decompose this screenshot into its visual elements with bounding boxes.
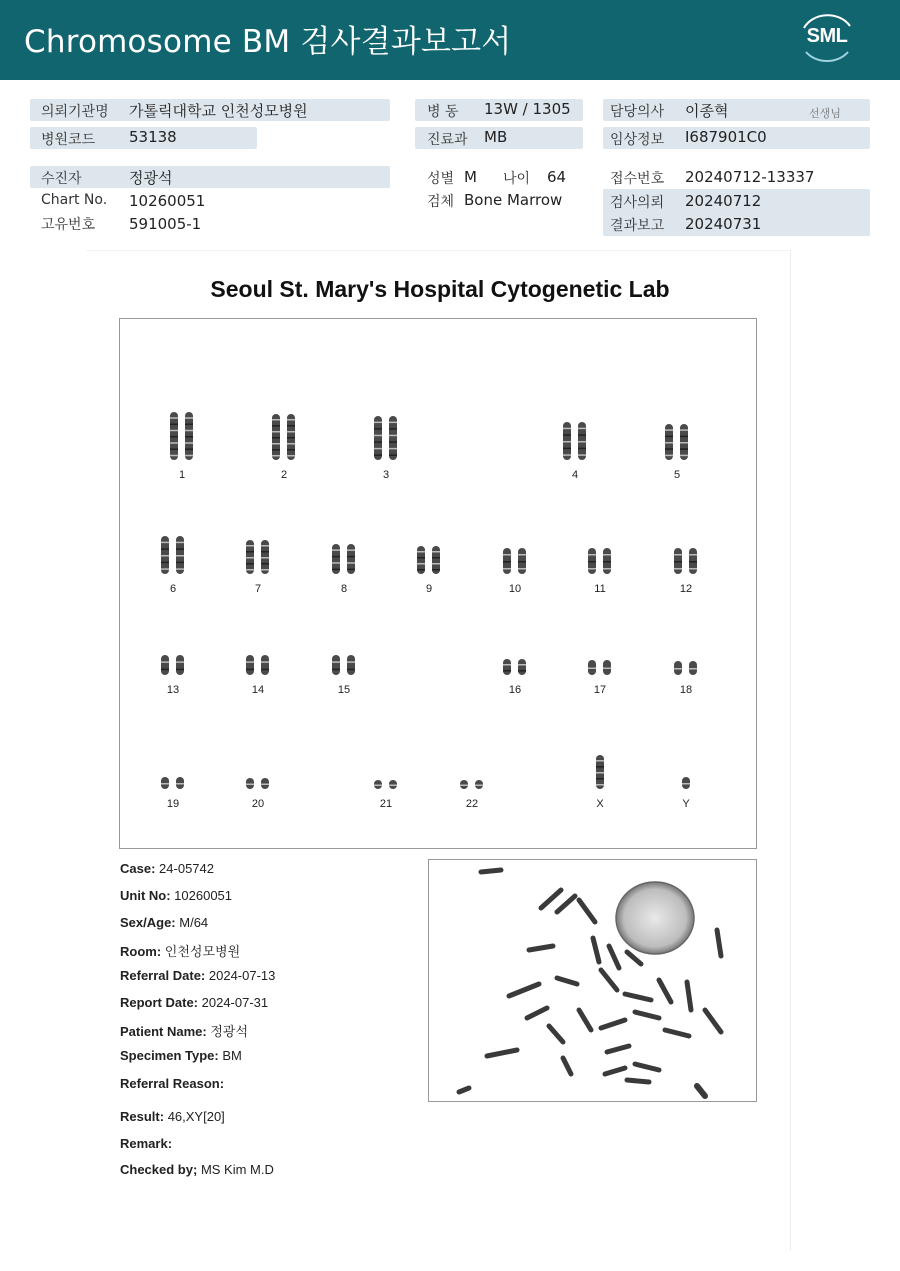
chromosome-X [593, 754, 607, 790]
unique-value: 591005-1 [129, 215, 202, 233]
chromosome-10 [500, 547, 530, 575]
chromosome-label-22: 22 [465, 798, 479, 810]
chromosome-6 [158, 535, 188, 575]
sexage-line [120, 915, 208, 930]
repdate-label: Report Date: [120, 995, 199, 1010]
chromosome-label-2: 2 [280, 469, 288, 481]
chromosome-label-10: 10 [508, 583, 522, 595]
dept-value: MB [484, 128, 508, 146]
sex-label: 성별 [427, 171, 455, 187]
chromosome-1 [167, 411, 197, 461]
case-value: 24-05742 [159, 861, 214, 876]
metaphase-spread-image [428, 859, 757, 1102]
chromosome-label-18: 18 [679, 684, 693, 696]
refdate-line [120, 968, 275, 983]
patient-label: 수진자 [41, 171, 82, 187]
repdate-value: 2024-07-31 [201, 995, 269, 1010]
refdate-label: Referral Date: [120, 968, 206, 983]
checked-value: MS Kim M.D [200, 1162, 274, 1177]
unit-label: Unit No: [120, 888, 171, 903]
room-value: 인천성모병원 [164, 944, 241, 959]
case-line [120, 861, 214, 876]
chromosome-5 [662, 423, 692, 461]
result-label: Result: [120, 1109, 165, 1124]
remark-line [120, 1136, 172, 1151]
unique-label: 고유번호 [41, 217, 96, 233]
checked-label: Checked by; [120, 1162, 198, 1177]
chromosome-label-5: 5 [673, 469, 681, 481]
chromosome-3 [371, 415, 401, 461]
chromosome-label-14: 14 [251, 684, 265, 696]
unit-line [120, 888, 232, 903]
report-header [0, 0, 900, 80]
pname-value: 정광석 [210, 1024, 249, 1039]
report-title: Chromosome BM 검사결과보고서 [24, 24, 512, 60]
report-date-label: 결과보고 [610, 218, 665, 234]
receipt-label: 접수번호 [610, 171, 665, 187]
clinical-value: I687901C0 [685, 128, 767, 146]
chromosome-label-3: 3 [382, 469, 390, 481]
age-value: 64 [547, 168, 567, 186]
chromosome-21 [371, 779, 401, 790]
pname-label: Patient Name: [120, 1024, 207, 1039]
chromosome-label-16: 16 [508, 684, 522, 696]
chromosome-20 [243, 777, 273, 790]
chromosome-22 [457, 779, 487, 790]
chromosome-label-20: 20 [251, 798, 265, 810]
clinical-label: 임상정보 [610, 132, 665, 148]
chromosome-19 [158, 776, 188, 790]
spec-value: BM [222, 1048, 242, 1063]
repdate-line [120, 995, 268, 1010]
chromosome-7 [243, 539, 273, 575]
room-label: Room: [120, 944, 162, 959]
sex-value: M [464, 168, 477, 186]
chromosome-label-1: 1 [178, 469, 186, 481]
sml-logo [796, 12, 858, 64]
request-label: 검사의뢰 [610, 195, 665, 211]
chromosome-label-6: 6 [169, 583, 177, 595]
result-line [120, 1109, 225, 1124]
chromosome-label-9: 9 [425, 583, 433, 595]
chromosome-label-7: 7 [254, 583, 262, 595]
doctor-suffix: 선생님 [809, 107, 841, 120]
report-date-value: 20240731 [685, 215, 762, 233]
chromosome-15 [329, 654, 359, 676]
chromosome-13 [158, 654, 188, 676]
refdate-value: 2024-07-13 [208, 968, 276, 983]
chromosome-label-Y: Y [682, 798, 690, 810]
ward-label: 병 동 [427, 104, 459, 120]
checked-line [120, 1162, 274, 1177]
patient-bar [30, 166, 390, 188]
sexage-label: Sex/Age: [120, 915, 176, 930]
chromosome-11 [585, 547, 615, 575]
doctor-label: 담당의사 [610, 104, 665, 120]
chromosome-4 [560, 421, 590, 461]
chromosome-12 [671, 547, 701, 575]
chart-label: Chart No. [41, 192, 108, 208]
patient-value: 정광석 [129, 169, 173, 187]
specimen-label: 검체 [427, 194, 455, 210]
reason-line [120, 1076, 224, 1091]
chromosome-label-X: X [596, 798, 604, 810]
chromosome-8 [329, 543, 359, 575]
chromosome-label-4: 4 [571, 469, 579, 481]
lab-title: Seoul St. Mary's Hospital Cytogenetic Lab [210, 276, 670, 302]
dept-label: 진료과 [427, 132, 468, 148]
chromosome-label-11: 11 [594, 583, 606, 595]
chromosome-label-13: 13 [166, 684, 180, 696]
institution-label: 의뢰기관명 [41, 104, 109, 120]
chromosome-18 [671, 660, 701, 676]
case-label: Case: [120, 861, 156, 876]
room-line [120, 941, 240, 960]
ward-value: 13W / 1305 [484, 100, 571, 118]
spec-line [120, 1048, 242, 1063]
result-value: 46,XY[20] [167, 1109, 225, 1124]
chromosome-16 [500, 658, 530, 676]
chromosome-Y [679, 776, 693, 790]
hospital-code-label: 병원코드 [41, 132, 96, 148]
chromosome-label-21: 21 [379, 798, 393, 810]
doctor-value: 이종혁 [685, 102, 729, 120]
chromosome-14 [243, 654, 273, 676]
chromosome-label-12: 12 [679, 583, 693, 595]
institution-value: 가톨릭대학교 인천성모병원 [129, 102, 308, 120]
request-value: 20240712 [685, 192, 762, 210]
chromosome-label-15: 15 [337, 684, 351, 696]
karyogram [119, 318, 757, 849]
hospital-code-value: 53138 [129, 128, 177, 146]
receipt-value: 20240712-13337 [685, 168, 815, 186]
reason-label: Referral Reason: [120, 1076, 225, 1091]
chart-value: 10260051 [129, 192, 206, 210]
specimen-value: Bone Marrow [464, 191, 563, 209]
unit-value: 10260051 [174, 888, 233, 903]
chromosome-label-17: 17 [593, 684, 607, 696]
logo-text: SML [806, 25, 848, 47]
chromosome-label-8: 8 [340, 583, 348, 595]
spec-label: Specimen Type: [120, 1048, 219, 1063]
chromosome-17 [585, 659, 615, 676]
chromosome-2 [269, 413, 299, 461]
chromosome-label-19: 19 [166, 798, 180, 810]
pname-line [120, 1021, 248, 1040]
age-label: 나이 [503, 171, 531, 187]
sexage-value: M/64 [179, 915, 209, 930]
remark-label: Remark: [120, 1136, 173, 1151]
chromosome-9 [414, 545, 444, 575]
